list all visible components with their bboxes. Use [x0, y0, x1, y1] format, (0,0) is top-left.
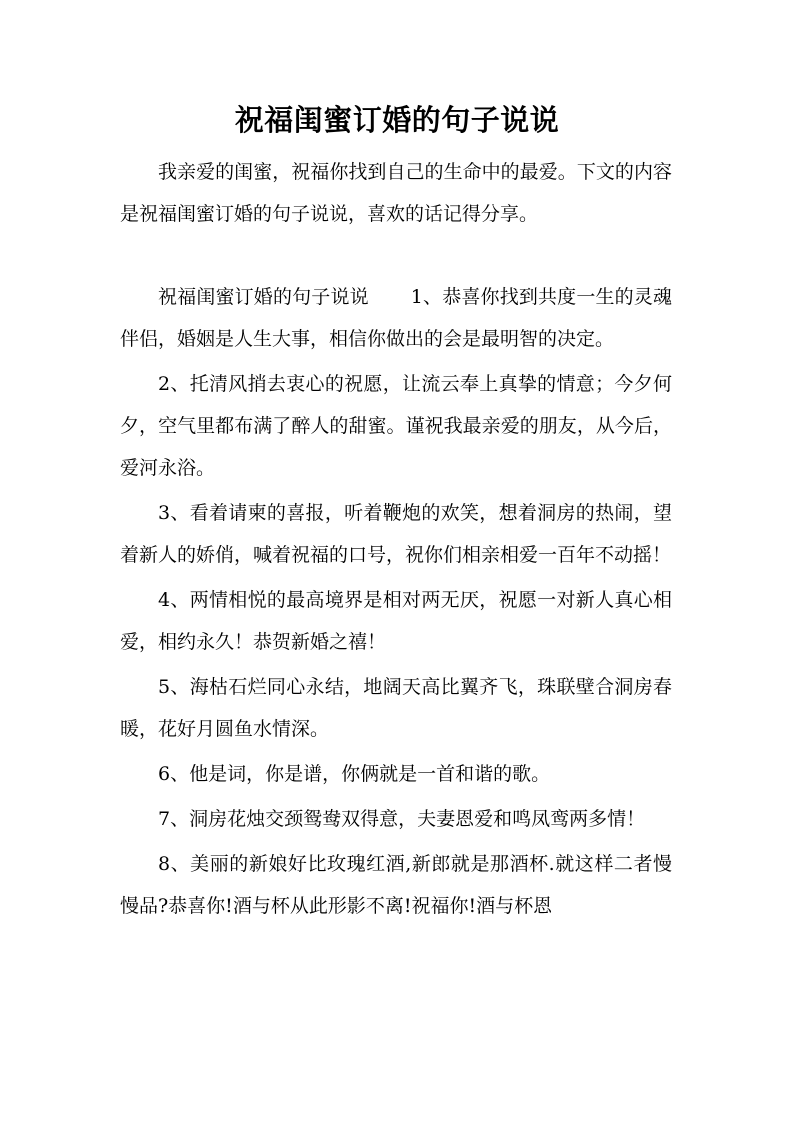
wish-item-7: 7、洞房花烛交颈鸳鸯双得意，夫妻恩爱和鸣凤鸾两多情！: [158, 808, 646, 830]
intro-paragraph: 我亲爱的闺蜜，祝福你找到自己的生命中的最爱。下文的内容是祝福闺蜜订婚的句子说说，喜欢的话记得分享。: [120, 161, 672, 225]
wish-item-2: 2、托清风捎去衷心的祝愿，让流云奉上真挚的情意；今夕何夕，空气里都布满了醉人的甜蜜。谨祝我最亲爱的朋友，从今后，爱河永浴。: [120, 373, 672, 479]
wish-item-4: 4、两情相悦的最高境界是相对两无厌，祝愿一对新人真心相爱，相约永久！恭贺新婚之禧！: [120, 589, 672, 653]
wishes-content: [120, 276, 672, 930]
wish-item-5: 5、海枯石烂同心永结，地阔天高比翼齐飞，珠联壁合洞房春暖，花好月圆鱼水情深。: [120, 676, 672, 740]
wish-item-6: 6、他是词，你是谱，你俩就是一首和谐的歌。: [158, 763, 551, 785]
wish-item-8: 8、美丽的新娘好比玫瑰红酒,新郎就是那酒杯.就这样二者慢慢品?恭喜你!酒与杯从此形影不离!祝福你!酒与杯恩: [120, 853, 672, 917]
section-heading: 祝福闺蜜订婚的句子说说: [158, 286, 369, 308]
document-title: 祝福闺蜜订婚的句子说说: [234, 103, 560, 137]
wish-item-3: 3、看着请柬的喜报，听着鞭炮的欢笑，想着洞房的热闹，望着新人的娇俏，喊着祝福的口号，祝你们相亲相爱一百年不动摇！: [120, 502, 672, 566]
wish-item-1: 1、恭喜你找到共度一生的灵魂伴侣，婚姻是人生大事，相信你做出的会是最明智的决定。: [120, 286, 672, 350]
first-wish-paragraph: [120, 276, 672, 360]
